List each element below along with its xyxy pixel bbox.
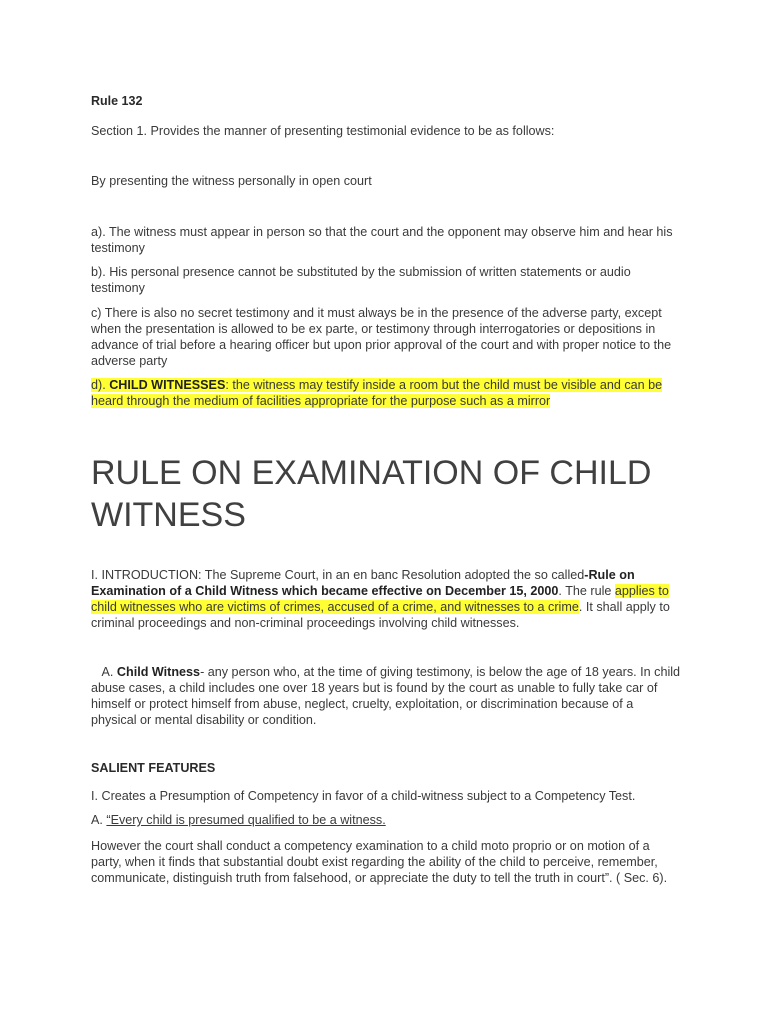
child-witnesses-label: CHILD WITNESSES — [109, 378, 226, 392]
presumption-paragraph: I. Creates a Presumption of Competency in favor of a child-witness subject to a Competency Test. — [91, 789, 636, 803]
intro-rule-name: -Rule on Examination of a Child Witness which became effective on December 15, 2000 — [91, 568, 635, 598]
however-citation: court”. ( Sec. 6). — [576, 871, 668, 885]
child-witness-term: Child Witness — [116, 665, 201, 679]
section-1-paragraph: Section 1. Provides the manner of presenting testimonial evidence to be as follows: — [91, 124, 555, 138]
every-child-paragraph — [91, 812, 681, 828]
item-b-paragraph: b). His personal presence cannot be substituted by the submission of written statements or audio testimony — [91, 265, 631, 295]
definition-text: - any person who, at the time of giving testimony, is below the age of 18 years. In child abuse cases, a child includes one over 18 years but is found by the court as unable to fully take car of himself or protect himself from abuse, neglect, cruelty, exploitation, or discrimination because of a physical or mental disability or condition. — [91, 665, 684, 727]
intro-highlight: applies to child witnesses who are victims of crimes, accused of a crime, and witnesses to a crime — [91, 584, 669, 614]
item-d-highlight — [91, 378, 662, 408]
item-a-paragraph: a). The witness must appear in person so that the court and the opponent may observe him and hear his testimony — [91, 225, 673, 255]
intro-lead: I. INTRODUCTION: The Supreme Court, in an en banc Resolution adopted the so called — [91, 568, 585, 582]
item-d-text: : the witness may testify inside a room but the child must be visible and can be heard through the medium of facilities appropriate for the purpose such as a mirror — [91, 378, 663, 408]
item-d-prefix: d). — [91, 378, 110, 392]
item-c-paragraph: c) There is also no secret testimony and it must always be in the presence of the adverse party, except when the presentation is allowed to be ex parte, or testimony through interrogatories or depositions in advance of trial before a hearing officer but upon prior approval of the court and with proper notice to the adverse party — [91, 306, 672, 368]
item-d-paragraph — [91, 377, 681, 409]
intro-after-bold: . The rule — [558, 584, 615, 598]
however-main: However the court shall conduct a competency examination to a child moto proprio or on motion of a party, when it finds that substantial doubt exist regarding the ability of the child to perceive, remember, communicate, distinguish truth from falsehood, or appreciate the duty to tell the truth in — [91, 839, 658, 885]
intro-tail: . It shall apply to criminal proceedings and non-criminal proceedings involving child witnesses. — [91, 600, 670, 630]
introduction-paragraph — [91, 567, 681, 631]
salient-features-heading: SALIENT FEATURES — [91, 761, 216, 775]
open-court-paragraph: By presenting the witness personally in open court — [91, 174, 372, 188]
child-witness-definition — [91, 664, 684, 728]
however-paragraph — [91, 838, 681, 886]
every-child-prefix: A. — [91, 813, 107, 827]
rule-heading: Rule 132 — [91, 94, 143, 108]
main-title: RULE ON EXAMINATION OF CHILD WITNESS — [91, 454, 652, 534]
definition-lead: A. — [91, 665, 117, 679]
every-child-quote: “Every child is presumed qualified to be a witness. — [106, 813, 386, 827]
